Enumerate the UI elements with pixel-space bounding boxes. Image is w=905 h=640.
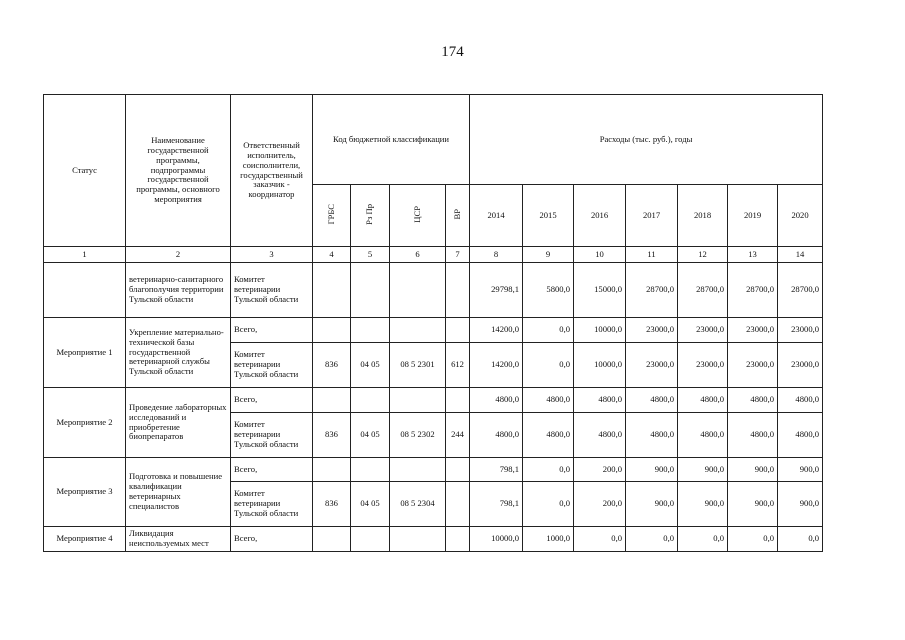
value-cell: 900,0 [778,482,823,527]
page-number: 174 [441,44,464,60]
value-cell: 0,0 [523,318,574,343]
column-index: 3 [231,247,313,263]
header-year: 2018 [678,185,728,247]
column-index: 6 [390,247,446,263]
rzpr-cell [351,318,390,343]
activity-name-cell: Ликвидация неиспользуемых мест [126,527,231,552]
column-index: 7 [446,247,470,263]
header-expenses: Расходы (тыс. руб.), годы [470,95,823,185]
value-cell: 900,0 [626,482,678,527]
table-row [44,388,823,413]
value-cell: 200,0 [574,482,626,527]
vr-cell [446,388,470,413]
value-cell: 900,0 [678,482,728,527]
header-year: 2016 [574,185,626,247]
value-cell: 0,0 [523,343,574,388]
value-cell: 29798,1 [470,263,523,318]
value-cell: 0,0 [678,527,728,552]
value-cell: 4800,0 [470,413,523,458]
responsible-cell: Комитет ветеринарии Тульской области [231,482,313,527]
value-cell: 4800,0 [470,388,523,413]
value-cell: 0,0 [574,527,626,552]
value-cell: 28700,0 [778,263,823,318]
value-cell: 1000,0 [523,527,574,552]
value-cell: 23000,0 [626,318,678,343]
value-cell: 0,0 [523,482,574,527]
header-year: 2019 [728,185,778,247]
column-index-row [44,247,823,263]
header-vr [446,185,470,247]
csr-cell: 08 5 2301 [390,343,446,388]
column-index: 13 [728,247,778,263]
value-cell: 4800,0 [678,388,728,413]
header-status: Статус [44,95,126,247]
column-index: 10 [574,247,626,263]
column-index: 8 [470,247,523,263]
header-budget-code: Код бюджетной классификации [313,95,470,185]
value-cell: 0,0 [728,527,778,552]
value-cell: 4800,0 [626,413,678,458]
header-year: 2017 [626,185,678,247]
status-cell [44,263,126,318]
responsible-cell: Всего, [231,318,313,343]
value-cell: 900,0 [728,458,778,482]
responsible-cell: Всего, [231,458,313,482]
value-cell: 900,0 [678,458,728,482]
status-cell: Мероприятие 1 [44,318,126,388]
value-cell: 900,0 [728,482,778,527]
csr-cell [390,527,446,552]
value-cell: 23000,0 [626,343,678,388]
grbs-cell [313,318,351,343]
table-row [44,527,823,552]
activity-name-cell: ветеринарно-санитарного благополучия территории Тульской области [126,263,231,318]
status-cell: Мероприятие 4 [44,527,126,552]
rzpr-cell: 04 05 [351,413,390,458]
grbs-cell: 836 [313,482,351,527]
responsible-cell: Всего, [231,388,313,413]
header-responsible: Ответственный исполнитель, соисполнители, государственный заказчик - координатор [231,95,313,247]
value-cell: 4800,0 [523,388,574,413]
responsible-cell: Комитет ветеринарии Тульской области [231,343,313,388]
value-cell: 28700,0 [626,263,678,318]
value-cell: 0,0 [778,527,823,552]
rzpr-cell [351,458,390,482]
csr-cell [390,263,446,318]
header-year: 2015 [523,185,574,247]
header-rzpr-text: Рз Пр [364,203,375,225]
csr-cell [390,318,446,343]
value-cell: 798,1 [470,458,523,482]
rzpr-cell [351,527,390,552]
vr-cell [446,482,470,527]
rzpr-cell [351,263,390,318]
header-grbs [313,185,351,247]
value-cell: 4800,0 [678,413,728,458]
header-year: 2020 [778,185,823,247]
column-index: 14 [778,247,823,263]
grbs-cell: 836 [313,343,351,388]
vr-cell [446,527,470,552]
value-cell: 10000,0 [470,527,523,552]
activity-name-cell: Укрепление материально-технической базы государственной ветеринарной службы Тульской области [126,318,231,388]
value-cell: 23000,0 [678,343,728,388]
activity-name-cell: Проведение лабораторных исследований и приобретение биопрепаратов [126,388,231,458]
header-name: Наименование государственной программы, подпрограммы государственной программы, основного мероприятия [126,95,231,247]
responsible-cell: Комитет ветеринарии Тульской области [231,263,313,318]
value-cell: 5800,0 [523,263,574,318]
column-index: 2 [126,247,231,263]
value-cell: 15000,0 [574,263,626,318]
value-cell: 4800,0 [574,413,626,458]
header-year: 2014 [470,185,523,247]
header-csr-text: ЦСР [411,205,422,223]
header-rzpr [351,185,390,247]
value-cell: 4800,0 [626,388,678,413]
value-cell: 200,0 [574,458,626,482]
header-vr-text: ВР [451,208,462,220]
value-cell: 23000,0 [728,318,778,343]
value-cell: 0,0 [523,458,574,482]
table-row [44,318,823,343]
vr-cell [446,318,470,343]
table-row [44,458,823,482]
rzpr-cell: 04 05 [351,343,390,388]
activity-name-cell: Подготовка и повышение квалификации ветеринарных специалистов [126,458,231,527]
value-cell: 14200,0 [470,318,523,343]
column-index: 4 [313,247,351,263]
csr-cell [390,458,446,482]
value-cell: 900,0 [626,458,678,482]
column-index: 5 [351,247,390,263]
column-index: 12 [678,247,728,263]
value-cell: 4800,0 [523,413,574,458]
value-cell: 4800,0 [728,388,778,413]
status-cell: Мероприятие 3 [44,458,126,527]
value-cell: 798,1 [470,482,523,527]
value-cell: 28700,0 [678,263,728,318]
value-cell: 23000,0 [778,318,823,343]
value-cell: 14200,0 [470,343,523,388]
column-index: 1 [44,247,126,263]
value-cell: 4800,0 [728,413,778,458]
csr-cell: 08 5 2304 [390,482,446,527]
vr-cell [446,263,470,318]
responsible-cell: Всего, [231,527,313,552]
value-cell: 4800,0 [778,388,823,413]
value-cell: 0,0 [626,527,678,552]
csr-cell: 08 5 2302 [390,413,446,458]
grbs-cell [313,263,351,318]
rzpr-cell [351,388,390,413]
table-row [44,263,823,318]
vr-cell: 612 [446,343,470,388]
value-cell: 4800,0 [778,413,823,458]
value-cell: 28700,0 [728,263,778,318]
header-grbs-text: ГРБС [325,203,336,225]
value-cell: 900,0 [778,458,823,482]
header-csr [390,185,446,247]
vr-cell: 244 [446,413,470,458]
value-cell: 10000,0 [574,343,626,388]
grbs-cell [313,458,351,482]
value-cell: 23000,0 [778,343,823,388]
grbs-cell [313,527,351,552]
value-cell: 10000,0 [574,318,626,343]
value-cell: 23000,0 [728,343,778,388]
responsible-cell: Комитет ветеринарии Тульской области [231,413,313,458]
csr-cell [390,388,446,413]
grbs-cell: 836 [313,413,351,458]
value-cell: 23000,0 [678,318,728,343]
grbs-cell [313,388,351,413]
column-index: 11 [626,247,678,263]
budget-table [43,94,823,552]
value-cell: 4800,0 [574,388,626,413]
vr-cell [446,458,470,482]
status-cell: Мероприятие 2 [44,388,126,458]
column-index: 9 [523,247,574,263]
rzpr-cell: 04 05 [351,482,390,527]
